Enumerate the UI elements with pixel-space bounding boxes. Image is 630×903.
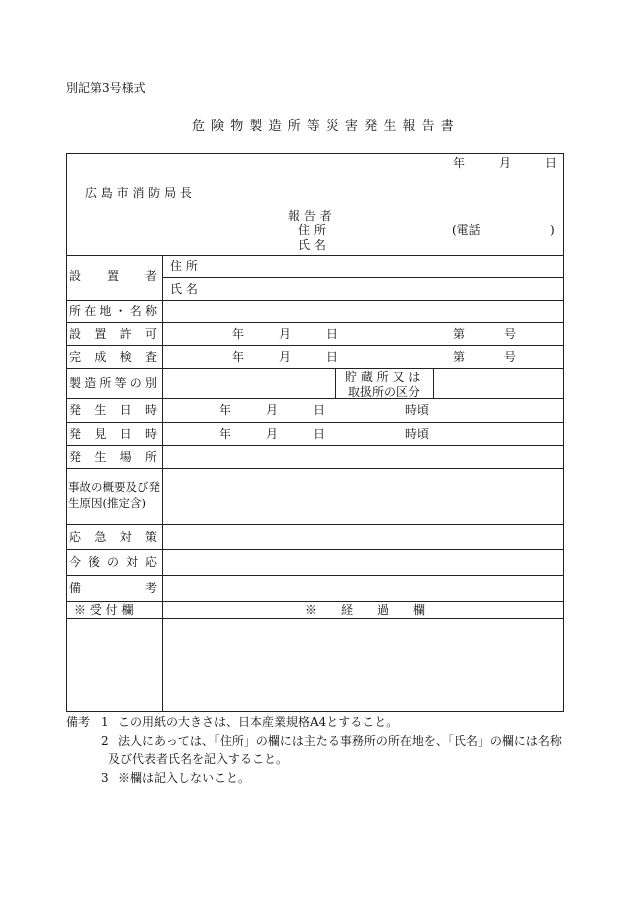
inspection-no-prefix: 第 bbox=[453, 350, 466, 364]
inspection-year: 年 bbox=[232, 350, 245, 364]
note-1-number: 1 bbox=[101, 715, 109, 729]
row-line bbox=[66, 445, 564, 446]
addressee: 広 島 市 消 防 局 長 bbox=[85, 186, 192, 200]
row-line bbox=[66, 601, 564, 602]
storage-class-divider-left bbox=[335, 368, 336, 398]
table-border-top bbox=[66, 153, 564, 154]
header-month: 月 bbox=[499, 156, 512, 170]
row-line bbox=[66, 368, 564, 369]
label-inspection: 完 成 検 査 bbox=[69, 350, 157, 364]
header-year: 年 bbox=[453, 156, 466, 170]
label-facility-type: 製 造 所 等 の 別 bbox=[69, 376, 157, 390]
label-column-divider bbox=[162, 255, 163, 711]
storage-class-divider-right bbox=[433, 368, 434, 398]
label-future: 今 後 の 対 応 bbox=[69, 555, 157, 569]
note-2-number: 2 bbox=[101, 734, 109, 748]
discovered-month: 月 bbox=[266, 427, 279, 441]
row-line bbox=[66, 322, 564, 323]
inspection-day: 日 bbox=[326, 350, 339, 364]
label-installer-name: 氏 名 bbox=[170, 282, 198, 296]
label-installer-address: 住 所 bbox=[170, 259, 198, 273]
row-line bbox=[66, 398, 564, 399]
note-2-line1: 法人にあっては、「住所」の欄には主たる事務所の所在地を、「氏名」の欄には名称 bbox=[118, 734, 562, 748]
discovered-year: 年 bbox=[219, 427, 232, 441]
permit-day: 日 bbox=[326, 327, 339, 341]
form-number: 別記第3号様式 bbox=[66, 81, 146, 95]
row-line bbox=[66, 255, 564, 256]
row-line bbox=[66, 345, 564, 346]
occurred-day: 日 bbox=[313, 403, 326, 417]
label-remarks: 備 考 bbox=[69, 581, 157, 595]
note-3-number: 3 bbox=[101, 771, 109, 785]
label-occurred: 発 生 日 時 bbox=[69, 403, 157, 417]
row-line bbox=[162, 277, 564, 278]
row-line bbox=[66, 524, 564, 525]
row-line bbox=[66, 549, 564, 550]
row-line bbox=[66, 300, 564, 301]
phone-close: ) bbox=[550, 223, 555, 237]
label-emergency: 応 急 対 策 bbox=[69, 530, 157, 544]
row-line bbox=[66, 422, 564, 423]
permit-no-prefix: 第 bbox=[453, 327, 466, 341]
row-line bbox=[66, 468, 564, 469]
label-reception: ※ 受 付 欄 bbox=[74, 603, 134, 617]
header-day: 日 bbox=[545, 156, 558, 170]
label-discovered: 発 見 日 時 bbox=[69, 427, 157, 441]
note-2-line2: 及び代表者氏名を記入すること。 bbox=[108, 752, 289, 766]
phone-label: (電話 bbox=[452, 223, 481, 237]
reporter-address-label: 住 所 bbox=[298, 223, 326, 237]
storage-class-line1: 貯 蔵 所 又 は bbox=[345, 370, 421, 384]
table-border-left bbox=[66, 153, 67, 711]
reporter-label: 報 告 者 bbox=[288, 209, 332, 223]
occurred-time: 時頃 bbox=[405, 403, 430, 417]
note-1: この用紙の大きさは、日本産業規格A4とすること。 bbox=[118, 715, 399, 729]
notes-heading: 備考 bbox=[66, 715, 91, 729]
table-border-bottom bbox=[66, 711, 564, 712]
note-3: ※欄は記入しないこと。 bbox=[118, 771, 251, 785]
form-title: 危 険 物 製 造 所 等 災 害 発 生 報 告 書 bbox=[192, 119, 455, 134]
row-line bbox=[66, 575, 564, 576]
storage-class-line2: 取扱所の区分 bbox=[348, 385, 421, 399]
label-summary-line1: 事故の概要及び発 bbox=[68, 480, 160, 494]
permit-month: 月 bbox=[279, 327, 292, 341]
table-border-right bbox=[563, 153, 564, 711]
label-place: 発 生 場 所 bbox=[69, 450, 157, 464]
permit-year: 年 bbox=[232, 327, 245, 341]
occurred-year: 年 bbox=[219, 403, 232, 417]
label-progress: ※ 経 過 欄 bbox=[305, 603, 426, 617]
label-installer: 設 置 者 bbox=[69, 269, 157, 283]
occurred-month: 月 bbox=[266, 403, 279, 417]
label-location: 所 在 地 ・ 名 称 bbox=[69, 304, 157, 318]
discovered-day: 日 bbox=[313, 427, 326, 441]
inspection-month: 月 bbox=[279, 350, 292, 364]
inspection-no-suffix: 号 bbox=[504, 350, 517, 364]
label-permit: 設 置 許 可 bbox=[69, 327, 157, 341]
permit-no-suffix: 号 bbox=[504, 327, 517, 341]
row-line bbox=[66, 618, 564, 619]
discovered-time: 時頃 bbox=[405, 427, 430, 441]
label-summary-line2: 生原因(推定含) bbox=[68, 496, 146, 510]
reporter-name-label: 氏 名 bbox=[298, 238, 326, 252]
